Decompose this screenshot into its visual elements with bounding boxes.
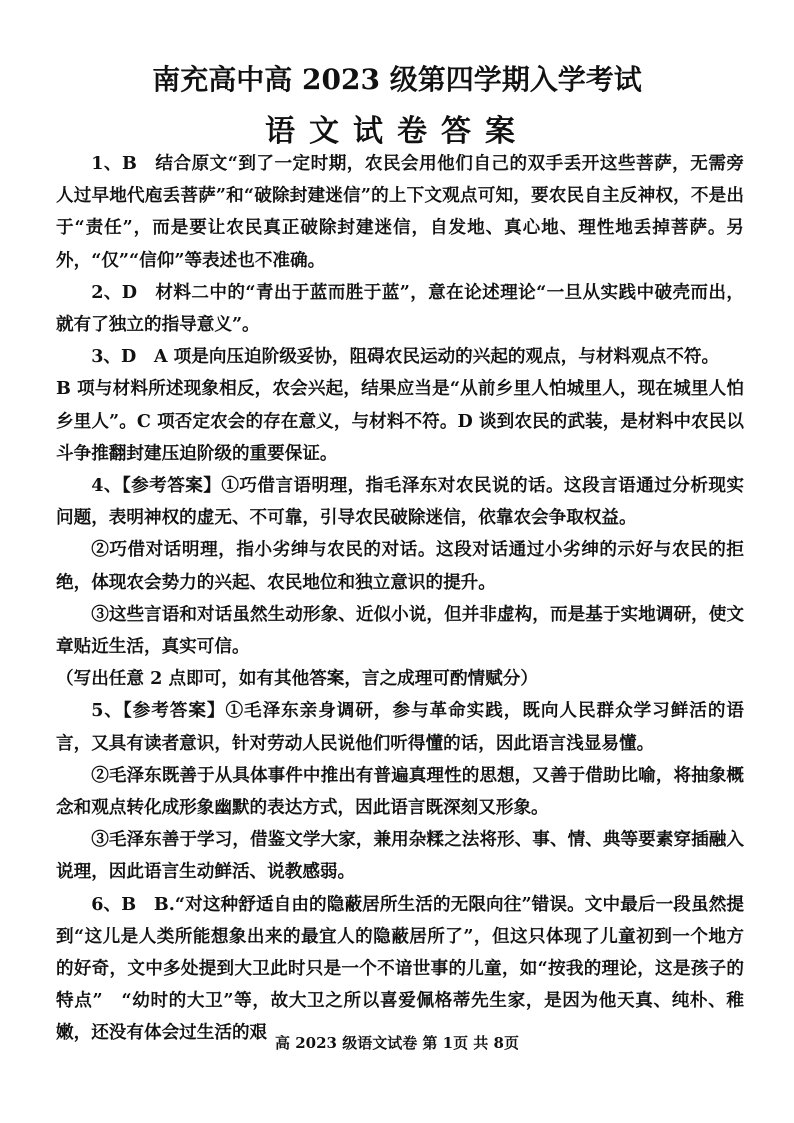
answer-5-point-3: ③毛泽东善于学习，借鉴文学大家，兼用杂糅之法将形、事、情、典等要素穿插融入说理，因此语言生动鲜活、说教感弱。 [56, 829, 744, 883]
document-subtitle: 语文试卷答案 [265, 114, 529, 149]
page-footer: 高 2023 级语文试卷 第 1页 共 8页 [275, 1034, 519, 1052]
answer-5-point-1: 5、【参考答案】①毛泽东亲身调研，参与革命实践，既向人民群众学习鲜活的语言，又具有读者意识，针对劳动人民说他们听得懂的话，因此语言浅显易懂。 [56, 700, 744, 754]
answer-4-point-3: ③这些言语和对话虽然生动形象、近似小说，但并非虚构，而是基于实地调研，使文章贴近生活，真实可信。 [56, 603, 744, 658]
answer-body [56, 148, 744, 1050]
answer-6: 6、B B.“对这种舒适自由的隐蔽居所生活的无限向往”错误。文中最后一段虽然提到“这儿是人类所能想象出来的最宜人的隐蔽居所了”，但这只体现了儿童初到一个地方的好奇，文中多处提到大卫此时只是一个不谙世事的儿童，如“按我的理论，这是孩子的特点” “幼时的大卫”等，故大卫之所以喜爱佩格蒂先生家，是因为他天真、纯朴、稚嫩，还没有体会过生活的艰 [56, 893, 744, 1044]
answer-2: 2、D 材料二中的“青出于蓝而胜于蓝”，意在论述理论“一旦从实践中破壳而出，就有了独立的指导意义”。 [56, 281, 744, 336]
answer-5-point-2: ②毛泽东既善于从具体事件中推出有普遍真理性的思想，又善于借助比喻，将抽象概念和观点转化成形象幽默的表达方式，因此语言既深刻又形象。 [56, 764, 744, 819]
answer-4-point-2: ②巧借对话明理，指小劣绅与农民的对话。这段对话通过小劣绅的示好与农民的拒绝，体现农会势力的兴起、农民地位和独立意识的提升。 [56, 539, 744, 593]
answer-1: 1、B 结合原文“到了一定时期，农民会用他们自己的双手丢开这些菩萨，无需旁人过早地代庖丢菩萨”和“破除封建迷信”的上下文观点可知，要农民自主反神权，不是出于“责任”，而是要让农民真正破除封建迷信，自发地、真心地、理性地丢掉菩萨。另外，“仅”“信仰”等表述也不准确。 [56, 153, 744, 271]
answer-4-scoring-note: （写出任意 2 点即可，如有其他答案，言之成理可酌情赋分） [56, 668, 538, 690]
answer-3: 3、D A 项是向压迫阶级妥协，阻碍农民运动的兴起的观点，与材料观点不符。 [91, 346, 720, 368]
answer-3-explanation: B 项与材料所述现象相反，农会兴起，结果应当是“从前乡里人怕城里人，现在城里人怕乡里人”。C 项否定农会的存在意义，与材料不符。D 谈到农民的武装，是材料中农民以斗争推翻封建压迫阶级的重要保证。 [56, 378, 744, 464]
document-title: 南充高中高 2023 级第四学期入学考试 [152, 63, 642, 96]
answer-4-point-1: 4、【参考答案】①巧借言语明理，指毛泽东对农民说的话。这段言语通过分析现实问题，表明神权的虚无、不可靠，引导农民破除迷信，依靠农会争取权益。 [56, 475, 744, 529]
